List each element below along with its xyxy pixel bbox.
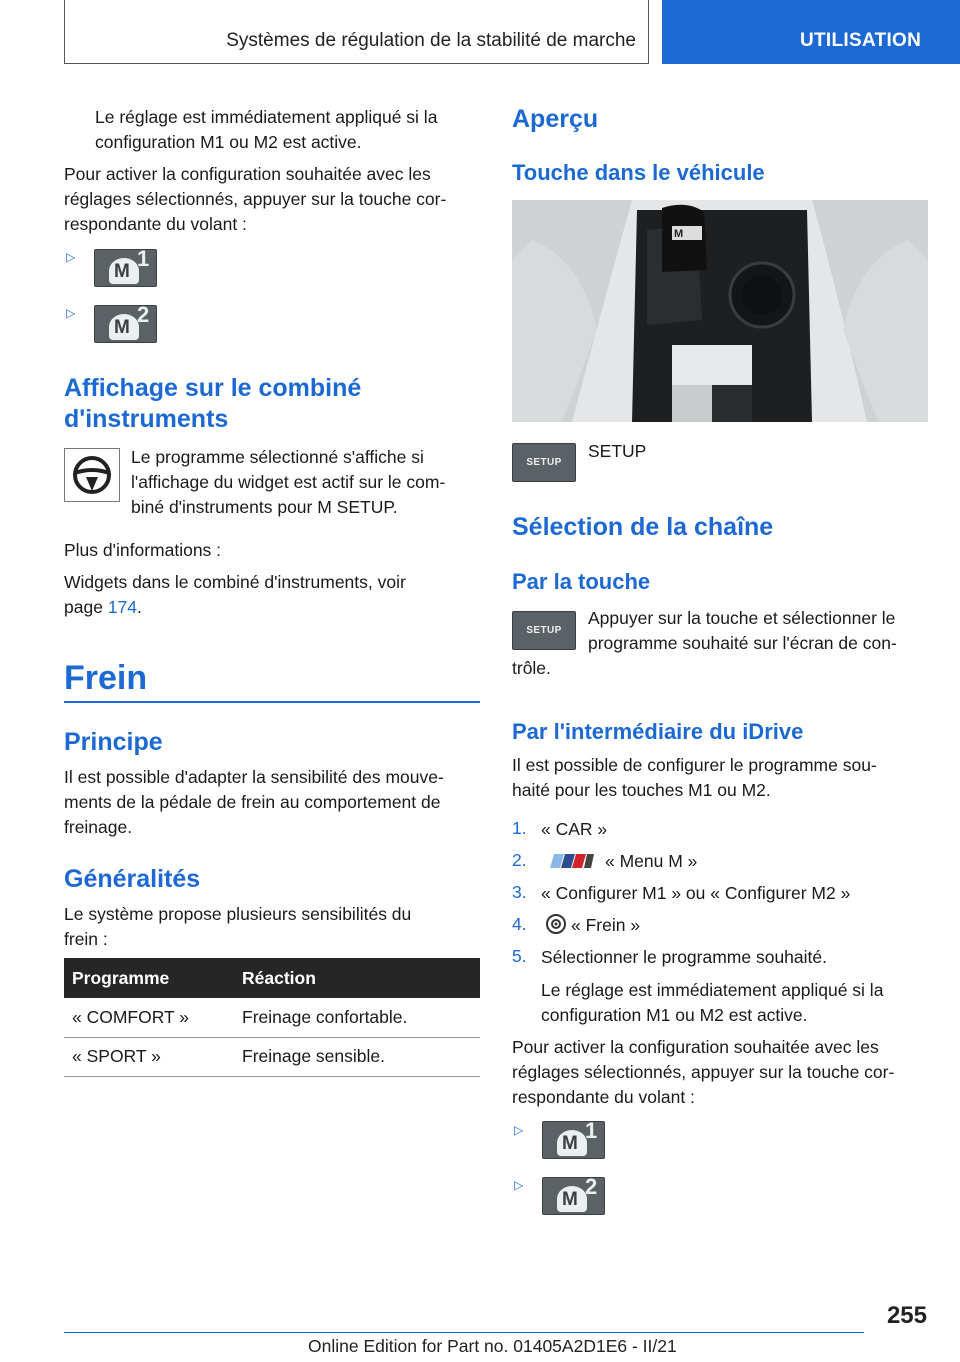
heading-affichage-line-1: Affichage sur le combiné: [64, 374, 362, 402]
step-text: « Frein »: [571, 915, 641, 935]
table-header-reaction: Réaction: [234, 958, 480, 998]
brake-disc-icon: [545, 913, 567, 935]
step-number: 4.: [512, 914, 527, 934]
display-line-2: l'affichage du widget est actif sur le com-: [131, 472, 446, 492]
footer-divider: [64, 1332, 864, 1333]
par-touche-line-1: Appuyer sur la touche et sélectionner le: [588, 608, 896, 628]
activate-line-2: réglages sélectionnés, appuyer sur la touche cor-: [512, 1062, 895, 1082]
center-console-photo: [512, 200, 928, 422]
activate-line-3: respondante du volant :: [64, 214, 247, 234]
bullet-triangle-icon: ▷: [514, 1178, 524, 1192]
widgets-reference: Widgets dans le combiné d'instruments, voir: [64, 572, 406, 592]
step5-note-line-2: configuration M1 ou M2 est active.: [541, 1005, 808, 1025]
step-text: « Configurer M1 » ou « Configurer M2 »: [541, 883, 851, 903]
page-reference: page 174.: [64, 597, 142, 617]
page-link[interactable]: 174: [107, 597, 138, 617]
bullet-triangle-icon: ▷: [514, 1123, 524, 1137]
activate-line-3: respondante du volant :: [512, 1087, 695, 1107]
table-row: [64, 1037, 480, 1076]
principe-line-3: freinage.: [64, 817, 133, 837]
activate-line-1: Pour activer la configuration souhaitée avec les: [64, 164, 431, 184]
header-chapter-label: UTILISATION: [800, 30, 922, 51]
table-row: [64, 998, 480, 1037]
display-line-3: biné d'instruments pour M SETUP.: [131, 497, 398, 517]
m2-button-icon: M 2: [94, 305, 157, 343]
table-header-programme: Programme: [64, 958, 234, 998]
intro-indent-line-2: configuration M1 ou M2 est active.: [95, 132, 362, 152]
par-touche-line-2: programme souhaité sur l'écran de con-: [588, 633, 897, 653]
heading-selection-chaine: Sélection de la chaîne: [512, 513, 774, 541]
header-section-box: [64, 0, 649, 64]
footer-edition: Online Edition for Part no. 01405A2D1E6 - II/21: [308, 1336, 677, 1356]
m1-button-icon: M 1: [94, 249, 157, 287]
generalites-line-1: Le système propose plusieurs sensibilités du: [64, 904, 412, 924]
more-info-label: Plus d'informations :: [64, 540, 222, 560]
heading-frein: Frein: [64, 659, 148, 697]
heading-principe: Principe: [64, 728, 163, 756]
step-number: 1.: [512, 818, 527, 838]
table-cell: « COMFORT »: [64, 998, 234, 1037]
section-divider: [64, 701, 480, 703]
step-text: Sélectionner le programme souhaité.: [541, 947, 827, 967]
idrive-line-1: Il est possible de configurer le programme sou-: [512, 755, 877, 775]
principe-line-1: Il est possible d'adapter la sensibilité des mouve-: [64, 767, 444, 787]
step5-note-line-1: Le réglage est immédiatement appliqué si la: [541, 980, 884, 1000]
steering-wheel-icon: [64, 448, 120, 502]
heading-apercu: Aperçu: [512, 105, 599, 133]
step-number: 2.: [512, 850, 527, 870]
setup-button-icon: SETUP: [512, 611, 576, 650]
intro-indent-line-1: Le réglage est immédiatement appliqué si la: [95, 107, 438, 127]
principe-line-2: ments de la pédale de frein au comportement de: [64, 792, 441, 812]
idrive-line-2: haité pour les touches M1 ou M2.: [512, 780, 771, 800]
heading-generalites: Généralités: [64, 865, 201, 893]
activate-line-1: Pour activer la configuration souhaitée avec les: [512, 1037, 879, 1057]
step-number: 3.: [512, 882, 527, 902]
m2-button-icon: M 2: [542, 1177, 605, 1215]
heading-touche-vehicule: Touche dans le véhicule: [512, 160, 765, 185]
generalites-line-2: frein :: [64, 929, 108, 949]
m1-button-icon: M 1: [542, 1121, 605, 1159]
par-touche-line-3: trôle.: [512, 658, 551, 678]
heading-par-touche: Par la touche: [512, 569, 651, 594]
step-text: « Menu M »: [605, 851, 698, 871]
setup-label: SETUP: [588, 441, 647, 461]
setup-button-icon: SETUP: [512, 443, 576, 482]
heading-affichage-line-2: d'instruments: [64, 405, 229, 433]
heading-idrive: Par l'intermédiaire du iDrive: [512, 719, 804, 744]
step-number: 5.: [512, 946, 527, 966]
step-text: « CAR »: [541, 819, 608, 839]
display-line-1: Le programme sélectionné s'affiche si: [131, 447, 424, 467]
page-number: 255: [886, 1302, 927, 1329]
bullet-triangle-icon: ▷: [66, 250, 76, 264]
brake-sensitivity-table: [64, 958, 480, 1077]
m-stripes-logo-icon: [548, 852, 596, 870]
header-section-title: Systèmes de régulation de la stabilité de marche: [226, 30, 636, 51]
table-cell: « SPORT »: [64, 1037, 234, 1076]
bullet-triangle-icon: ▷: [66, 306, 76, 320]
table-cell: Freinage confortable.: [234, 998, 480, 1037]
table-cell: Freinage sensible.: [234, 1037, 480, 1076]
header-chapter-tab: [662, 0, 960, 64]
svg-text:M: M: [674, 228, 684, 240]
activate-line-2: réglages sélectionnés, appuyer sur la touche cor-: [64, 189, 447, 209]
